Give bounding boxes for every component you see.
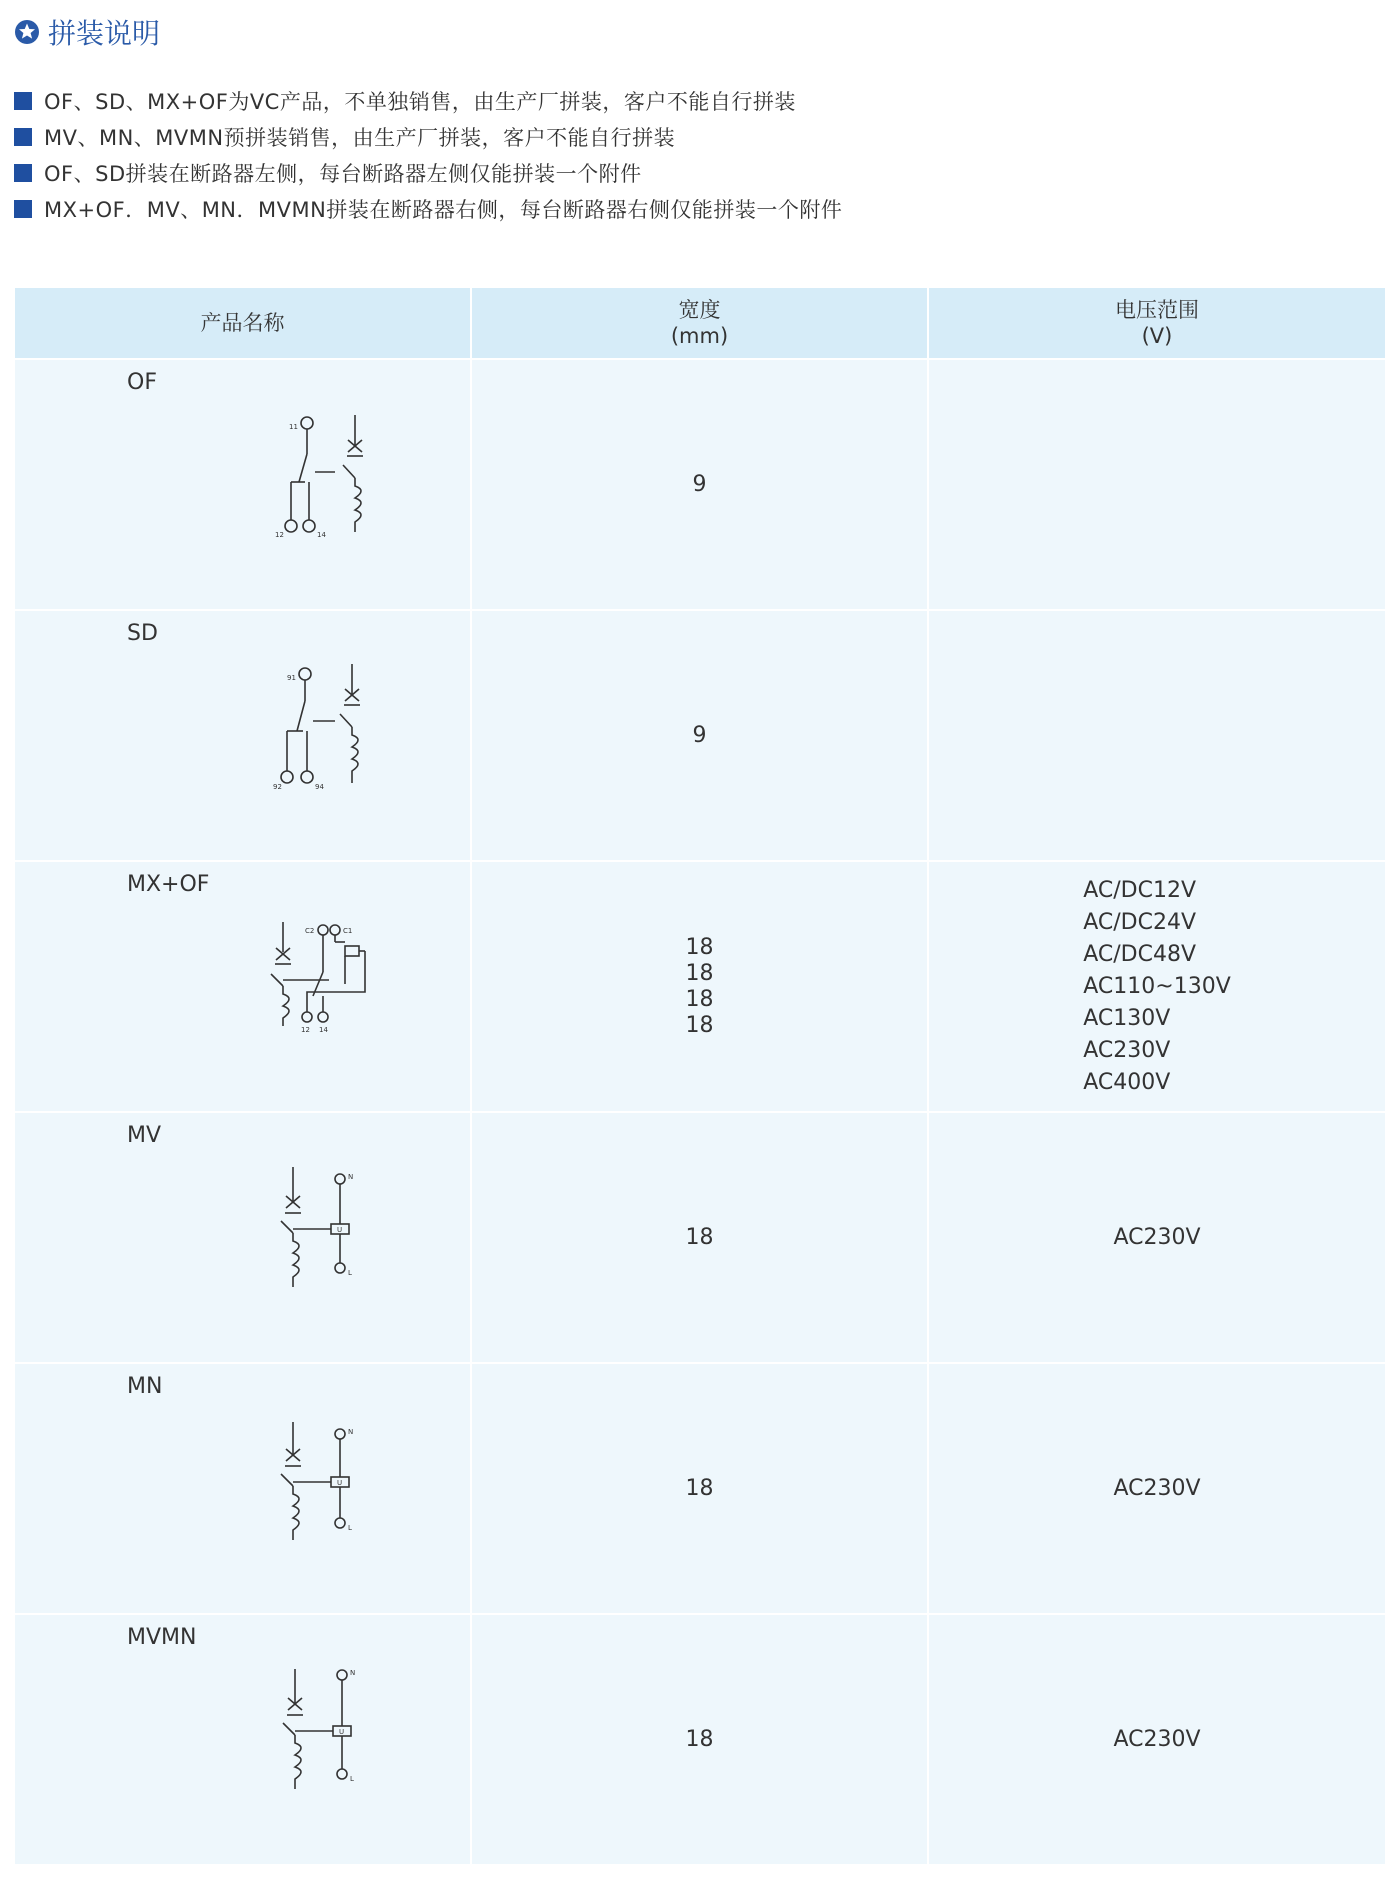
svg-text:14: 14: [317, 531, 326, 539]
note-item: [14, 155, 842, 191]
table-row: [15, 1112, 1385, 1363]
header-product-name: 产品名称: [15, 288, 471, 359]
table-row: [15, 610, 1385, 861]
product-name: SD: [127, 621, 158, 646]
bullet-square-icon: [14, 200, 32, 218]
mvmn-diagram: [247, 1665, 397, 1815]
svg-text:N: N: [350, 1669, 356, 1677]
product-cell: [15, 861, 471, 1112]
header-voltage: 电压范围 (V): [928, 288, 1385, 359]
table-row: [15, 1363, 1385, 1614]
product-cell: [15, 1112, 471, 1363]
section-heading-text: 拼装说明: [48, 17, 161, 50]
svg-text:N: N: [348, 1428, 354, 1436]
accessory-spec-table: [15, 288, 1385, 1864]
svg-text:C1: C1: [343, 927, 353, 935]
svg-text:L: L: [348, 1269, 352, 1277]
width-cell: 18: [471, 1112, 928, 1363]
product-name: MN: [127, 1374, 163, 1399]
note-item: [14, 83, 842, 119]
note-text: MX+OF．MV、MN．MVMN拼装在断路器右侧，每台断路器右侧仅能拼装一个附件: [44, 198, 843, 222]
product-name: MX+OF: [127, 872, 210, 897]
width-cell: 18: [471, 1363, 928, 1614]
star-badge-icon: [14, 19, 40, 45]
note-text: OF、SD拼装在断路器左侧，每台断路器左侧仅能拼装一个附件: [44, 162, 642, 186]
svg-text:U: U: [337, 1226, 343, 1234]
voltage-cell: AC/DC12V AC/DC24V AC/DC48V AC110~130V AC130V AC230V AC400V: [928, 861, 1385, 1112]
table-row: [15, 359, 1385, 610]
product-cell: [15, 1363, 471, 1614]
product-cell: [15, 1614, 471, 1864]
product-cell: [15, 610, 471, 861]
of-contact-diagram: [247, 410, 397, 560]
svg-text:94: 94: [315, 783, 324, 791]
svg-text:L: L: [350, 1775, 354, 1783]
width-cell: 9: [471, 610, 928, 861]
svg-text:12: 12: [275, 531, 284, 539]
width-cell: 9: [471, 359, 928, 610]
svg-text:12: 12: [301, 1026, 310, 1034]
svg-text:U: U: [339, 1728, 345, 1736]
notes-list: [14, 83, 842, 227]
svg-text:92: 92: [273, 783, 282, 791]
svg-text:C2: C2: [305, 927, 315, 935]
product-cell: [15, 359, 471, 610]
sd-contact-diagram: [247, 661, 397, 811]
header-width: 宽度 (mm): [471, 288, 928, 359]
table-row: [15, 1614, 1385, 1864]
mv-diagram: [247, 1163, 397, 1313]
voltage-cell: AC230V: [928, 1363, 1385, 1614]
svg-text:11: 11: [289, 423, 298, 431]
bullet-square-icon: [14, 164, 32, 182]
voltage-cell: [928, 610, 1385, 861]
product-name: MVMN: [127, 1625, 197, 1650]
table-row: [15, 861, 1385, 1112]
voltage-cell: AC230V: [928, 1112, 1385, 1363]
svg-text:N: N: [348, 1173, 354, 1181]
svg-text:U: U: [337, 1479, 343, 1487]
voltage-cell: AC230V: [928, 1614, 1385, 1864]
svg-text:14: 14: [319, 1026, 328, 1034]
width-cell: 18 18 18 18: [471, 861, 928, 1112]
note-text: MV、MN、MVMN预拼装销售，由生产厂拼装，客户不能自行拼装: [44, 126, 676, 150]
product-name: MV: [127, 1123, 162, 1148]
width-cell: 18: [471, 1614, 928, 1864]
product-name: OF: [127, 370, 157, 395]
note-text: OF、SD、MX+OF为VC产品，不单独销售，由生产厂拼装，客户不能自行拼装: [44, 90, 796, 114]
section-heading: [14, 12, 160, 52]
table-header-row: [15, 288, 1385, 359]
svg-text:91: 91: [287, 674, 296, 682]
note-item: [14, 119, 842, 155]
mx-of-diagram: [247, 912, 397, 1062]
voltage-cell: [928, 359, 1385, 610]
svg-text:L: L: [348, 1524, 352, 1532]
bullet-square-icon: [14, 92, 32, 110]
mn-diagram: [247, 1414, 397, 1564]
note-item: [14, 191, 842, 227]
bullet-square-icon: [14, 128, 32, 146]
